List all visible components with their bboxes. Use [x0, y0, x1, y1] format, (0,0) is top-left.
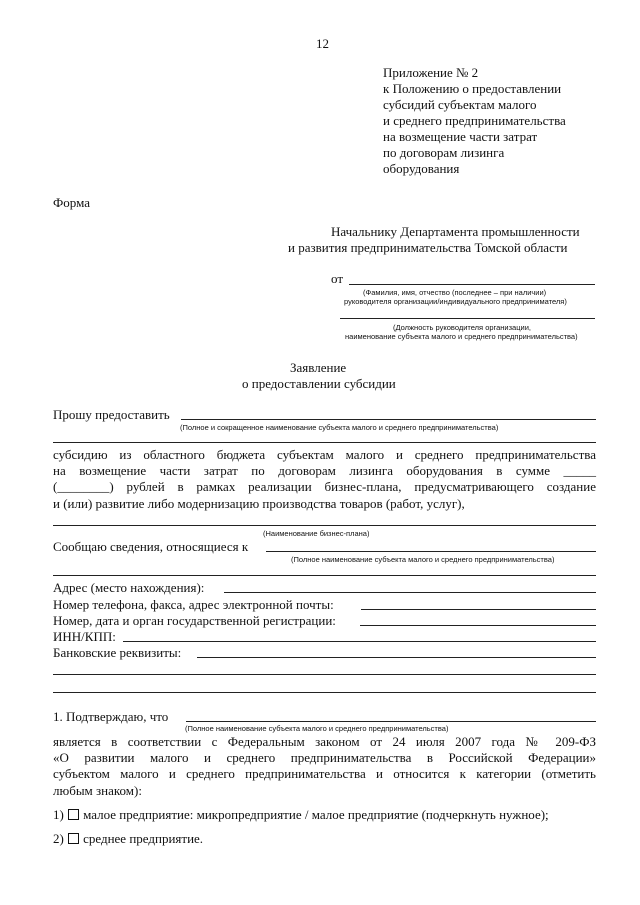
- addressee-line: Начальнику Департамента промышленности: [331, 224, 580, 239]
- inn-field[interactable]: [123, 641, 596, 642]
- registration-label: Номер, дата и орган государственной регистрации:: [53, 613, 336, 628]
- body-text-line: (________) рублей в рамках реализации бизнес-плана, предусматривающего создание: [53, 479, 596, 494]
- info-hint: (Полное наименование субъекта малого и среднего предпринимательства): [291, 555, 555, 564]
- body-text-line: на возмещение части затрат по договорам лизинга оборудования в сумме _____: [53, 463, 596, 478]
- option-text: малое предприятие: микропредприятие / малое предприятие (подчеркнуть нужное);: [83, 807, 549, 822]
- body-text-line: субсидию из областного бюджета субъектам малого и среднего предпринимательства: [53, 447, 596, 462]
- info-label: Сообщаю сведения, относящиеся к: [53, 539, 249, 554]
- position-field[interactable]: [340, 318, 595, 319]
- appendix-line: по договорам лизинга: [383, 145, 505, 160]
- option-medium-enterprise: [53, 831, 203, 846]
- confirm-text-line: субъектом малого и среднего предпринимательства и относится к категории (отметить: [53, 766, 596, 781]
- from-hint: руководителя организации/индивидуального предпринимателя): [344, 297, 567, 306]
- confirm-label: 1. Подтверждаю, что: [53, 709, 169, 724]
- confirm-text-line: «О развитии малого и среднего предпринимательства в Российской Федерации»: [53, 750, 596, 765]
- confirm-text-line: любым знаком):: [53, 783, 142, 798]
- appendix-line: Приложение № 2: [383, 65, 479, 80]
- form-label: Форма: [53, 195, 90, 210]
- info-subject-field-2[interactable]: [53, 575, 596, 576]
- checkbox-medium-enterprise[interactable]: [68, 833, 79, 844]
- bank-field[interactable]: [197, 657, 596, 658]
- bank-label: Банковские реквизиты:: [53, 645, 182, 660]
- body-text-line: и (или) развитие либо модернизацию производства товаров (работ, услуг),: [53, 496, 465, 511]
- addressee-line: и развития предпринимательства Томской области: [288, 240, 568, 255]
- business-plan-field[interactable]: [53, 525, 596, 526]
- phone-label: Номер телефона, факса, адрес электронной почты:: [53, 597, 334, 612]
- confirm-subject-field[interactable]: [186, 721, 596, 722]
- request-label: Прошу предоставить: [53, 407, 170, 422]
- address-label: Адрес (место нахождения):: [53, 580, 205, 595]
- document-subtitle: о предоставлении субсидии: [242, 376, 396, 391]
- appendix-line: оборудования: [383, 161, 460, 176]
- option-number: 2): [53, 831, 64, 846]
- option-text: среднее предприятие.: [83, 831, 204, 846]
- appendix-line: к Положению о предоставлении: [383, 81, 562, 96]
- confirm-text-line: является в соответствии с Федеральным законом от 24 июля 2007 года № 209-ФЗ: [53, 734, 596, 749]
- info-subject-field[interactable]: [266, 551, 596, 552]
- plan-hint: (Наименование бизнес-плана): [263, 529, 370, 538]
- bank-field-2[interactable]: [53, 674, 596, 675]
- from-hint: (Фамилия, имя, отчество (последнее – при наличии): [363, 288, 547, 297]
- applicant-name-field[interactable]: [181, 419, 596, 420]
- position-hint: наименование субъекта малого и среднего предпринимательства): [345, 332, 578, 341]
- registration-field[interactable]: [360, 625, 596, 626]
- option-number: 1): [53, 807, 64, 822]
- request-hint: (Полное и сокращенное наименование субъекта малого и среднего предпринимательства): [180, 423, 499, 432]
- bank-field-3[interactable]: [53, 692, 596, 693]
- appendix-line: на возмещение части затрат: [383, 129, 538, 144]
- inn-label: ИНН/КПП:: [53, 629, 116, 644]
- address-field[interactable]: [224, 592, 596, 593]
- option-small-enterprise: [53, 807, 549, 822]
- from-label: от: [331, 271, 344, 286]
- position-hint: (Должность руководителя организации,: [393, 323, 531, 332]
- document-title: Заявление: [290, 360, 347, 375]
- phone-field[interactable]: [361, 609, 596, 610]
- appendix-line: и среднего предпринимательства: [383, 113, 566, 128]
- appendix-line: субсидий субъектам малого: [383, 97, 537, 112]
- checkbox-small-enterprise[interactable]: [68, 809, 79, 820]
- applicant-name-field-2[interactable]: [53, 442, 596, 443]
- from-name-field[interactable]: [349, 284, 595, 285]
- page-number: 12: [316, 36, 329, 51]
- confirm-hint: (Полное наименование субъекта малого и среднего предпринимательства): [185, 724, 449, 733]
